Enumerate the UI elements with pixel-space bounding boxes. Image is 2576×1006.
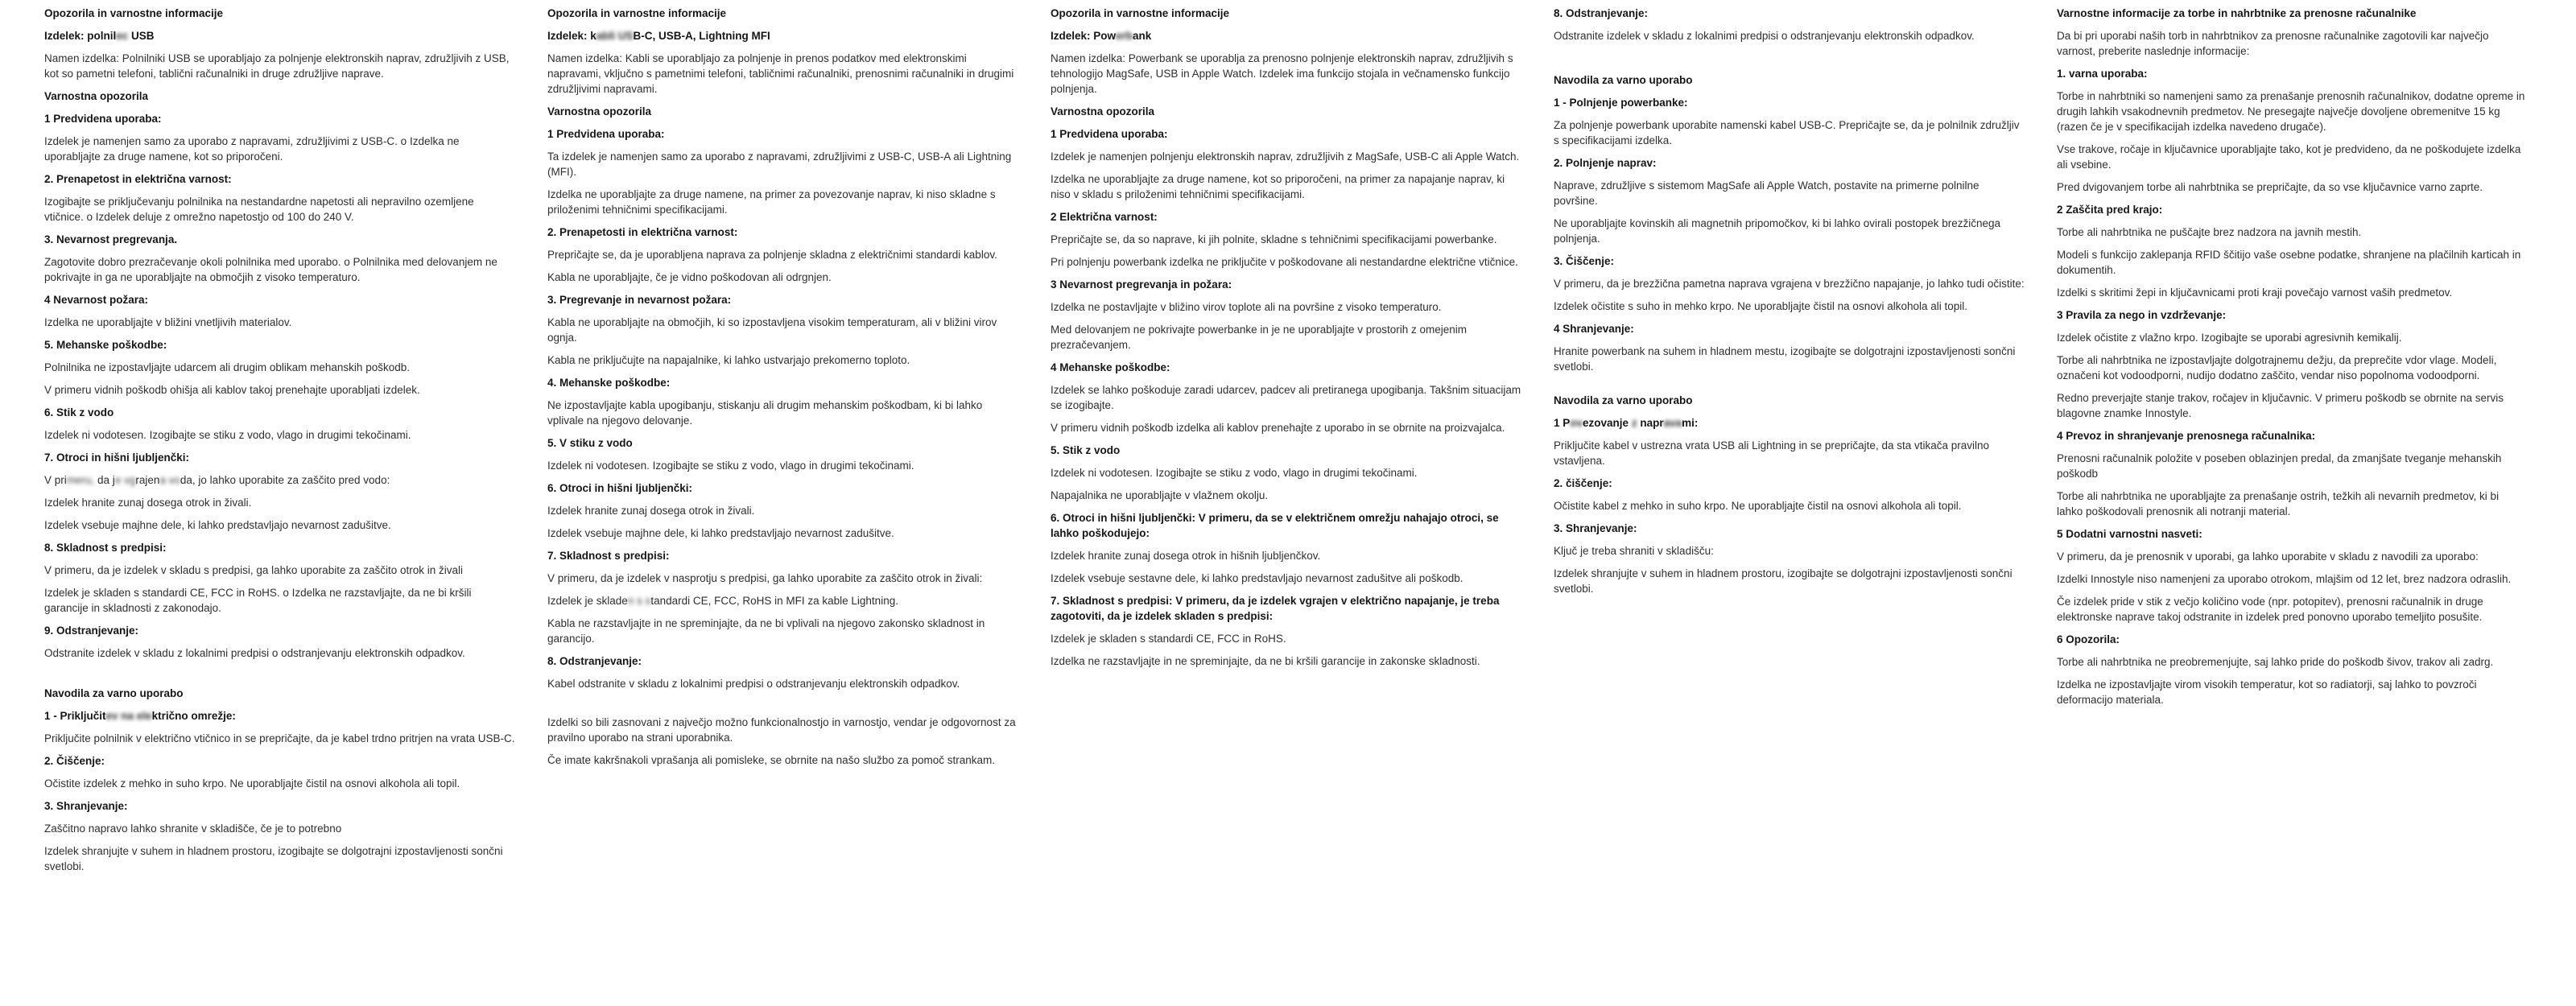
paragraph: Izdelek vsebuje majhne dele, ki lahko predstavljajo nevarnost zadušitve. [547,527,894,539]
paragraph: Izdelek je skladen s standardi CE, FCC, RoHS in MFI za kable Lightning. [547,595,898,607]
section-gap [1554,51,2025,72]
paragraph: Izdelka ne uporabljajte za druge namene, na primer za povezovanje naprav, ki niso skladne s priloženimi tehničnimi specifikacijami. [547,188,996,216]
section-heading: 1 - Priključitev na električno omrežje: [44,710,236,722]
section-gap [1554,381,2025,393]
section-heading: 1. varna uporaba: [2057,68,2148,80]
paragraph: V primeru, da je izdelek v nasprotju s predpisi, ga lahko uporabite za zaščito otrok in živali: [547,572,983,584]
paragraph: Izdelek se lahko poškoduje zaradi udarcev, padcev ali pretiranega upogibanja. Takšnim situacijam se izogibajte. [1051,384,1521,411]
section-heading: Varnostne informacije za torbe in nahrbtnike za prenosne računalnike [2057,7,2417,19]
section-heading: Navodila za varno uporabo [1554,394,1693,406]
paragraph: V primeru vidnih poškodb izdelka ali kablov prenehajte z uporabo in se obrnite na proizvajalca. [1051,422,1505,434]
section-heading: 9. Odstranjevanje: [44,625,139,637]
blurred-text: n s s [627,595,651,607]
paragraph: Izdelka ne razstavljajte in ne spreminjajte, da ne bi kršili garancije in zakonske skladnosti. [1051,655,1480,667]
section-heading: 5. Stik z vodo [1051,444,1121,456]
section-heading: 3. Nevarnost pregrevanja. [44,233,178,245]
section-heading: 7. Skladnost s predpisi: V primeru, da je izdelek vgrajen v električno napajanje, je treba zagotoviti, da je izdelek skladen s predpisi: [1051,595,1500,622]
paragraph: Prepričajte se, da so naprave, ki jih polnite, skladne s tehničnimi specifikacijami powerbanke. [1051,233,1497,245]
section-heading: 6 Opozorila: [2057,633,2120,645]
paragraph: Odstranite izdelek v skladu z lokalnimi predpisi o odstranjevanju elektronskih odpadkov. [1554,30,1975,42]
paragraph: Izdelka ne izpostavljajte virom visokih temperatur, kot so radiatorji, saj lahko to povzroči deformacijo materiala. [2057,678,2477,706]
paragraph: Izdelek očistite s suho in mehko krpo. Ne uporabljajte čistil na osnovi alkohola ali topil. [1554,300,1968,312]
paragraph: Torbe ali nahrbtnika ne puščajte brez nadzora na javnih mestih. [2057,226,2362,238]
section-heading: 2 Električna varnost: [1051,211,1158,223]
paragraph: Pred dvigovanjem torbe ali nahrbtnika se prepričajte, da so vse ključavnice varno zaprte. [2057,181,2483,193]
paragraph: Namen izdelka: Kabli se uporabljajo za polnjenje in prenos podatkov med elektronskimi napravami, vključno s pametnimi telefoni, tabličnimi računalniki, prenosnimi računalniki in drugimi združljivimi napravami. [547,52,1014,95]
section-heading: 2 Zaščita pred krajo: [2057,204,2163,216]
paragraph: Ne izpostavljajte kabla upogibanju, stiskanju ali drugim mehanskim poškodbam, ki bi lahko vplivale na njegovo delovanje. [547,399,983,427]
paragraph: Izdelek shranjujte v suhem in hladnem prostoru, izogibajte se dolgotrajni izpostavljenosti sončni svetlobi. [1554,567,2013,595]
paragraph: Pri polnjenju powerbank izdelka ne priključite v poškodovane ali nestandardne električne vtičnice. [1051,256,1518,268]
blurred-text: erb [1116,30,1133,42]
section-heading: 2. Polnjenje naprav: [1554,157,1657,169]
section-heading: Varnostna opozorila [1051,105,1155,118]
paragraph: Izdelek očistite z vlažno krpo. Izogibajte se uporabi agresivnih kemikalij. [2057,332,2402,344]
paragraph: Naprave, združljive s sistemom MagSafe ali Apple Watch, postavite na primerne polnilne površine. [1554,179,1979,207]
section-heading: 6. Otroci in hišni ljubljenčki: [547,482,693,494]
paragraph: Hranite powerbank na suhem in hladnem mestu, izogibajte se dolgotrajni izpostavljenosti sončni svetlobi. [1554,345,2016,373]
section-gap [44,668,515,686]
section-heading: 6. Stik z vodo [44,406,114,418]
paragraph: Kabla ne uporabljajte na območjih, ki so izpostavljena visokim temperaturam, ali v bližini virov ognja. [547,316,997,344]
blurred-text: a vo [159,474,180,486]
paragraph: Izdelek hranite zunaj dosega otrok in živali. [44,497,252,509]
paragraph: Zagotovite dobro prezračevanje okoli polnilnika med uporabo. o Polnilnika med delovanjem ne pokrivajte in ga ne uporabljajte na območjih z visoko temperaturo. [44,256,497,283]
column-laptop-bags [2057,6,2528,715]
paragraph: Prenosni računalnik položite v poseben oblazinjen predal, da zmanjšate tveganje mehanskih poškodb [2057,452,2502,480]
paragraph: Redno preverjajte stanje trakov, ročajev in ključavnic. V primeru poškodb se obrnite na servis blagovne znamke Innostyle. [2057,392,2504,419]
section-heading: 8. Odstranjevanje: [1554,7,1649,19]
paragraph: Izdelki Innostyle niso namenjeni za uporabo otrokom, mlajšim od 12 let, brez nadzora odraslih. [2057,573,2512,585]
section-heading: 7. Otroci in hišni ljubljenčki: [44,451,190,464]
section-heading: 3. Pregrevanje in nevarnost požara: [547,294,732,306]
section-heading: 3 Pravila za nego in vzdrževanje: [2057,309,2227,321]
blurred-text: abli US [596,30,634,42]
paragraph: Da bi pri uporabi naših torb in nahrbtnikov za prenosne računalnike zagotovili kar največjo varnost, preberite naslednje informacije: [2057,30,2489,57]
paragraph: Če izdelek pride v stik z večjo količino vode (npr. potopitev), prenosni računalnik in druge elektronske naprave takoj odstranite in izdelek pred ponovno uporabo temeljito posušite. [2057,596,2483,623]
section-heading: 3. Shranjevanje: [1554,522,1637,534]
paragraph: Kabel odstranite v skladu z lokalnimi predpisi o odstranjevanju elektronskih odpadkov. [547,678,960,690]
paragraph: Za polnjenje powerbank uporabite namenski kabel USB-C. Prepričajte se, da je polnilnik združljiv s specifikacijami izdelka. [1554,119,2020,146]
section-heading: 2. Prenapetosti in električna varnost: [547,226,738,238]
paragraph: Modeli s funkcijo zaklepanja RFID ščitijo vaše osebne podatke, shranjene na plačilnih karticah in dokumentih. [2057,249,2521,276]
section-heading: Opozorila in varnostne informacije [547,7,727,19]
paragraph: Priključite polnilnik v električno vtičnico in se prepričajte, da je kabel trdno pritrjen na vrata USB-C. [44,732,515,744]
paragraph: Priključite kabel v ustrezna vrata USB ali Lightning in se prepričajte, da sta vtikača pravilno vstavljena. [1554,439,1990,467]
section-heading: 4 Prevoz in shranjevanje prenosnega računalnika: [2057,430,2316,442]
paragraph: Namen izdelka: Polnilniki USB se uporabljajo za polnjenje elektronskih naprav, združljivih z USB, kot so pametni telefoni, tablični računalniki in druge združljive naprave. [44,52,510,80]
paragraph: Izdelek ni vodotesen. Izogibajte se stiku z vodo, vlago in drugimi tekočinami. [44,429,411,441]
paragraph: Očistite izdelek z mehko in suho krpo. Ne uporabljajte čistil na osnovi alkohola ali topil. [44,777,460,790]
paragraph: Če imate kakršnakoli vprašanja ali pomisleke, se obrnite na našo službo za pomoč strankam. [547,754,996,766]
paragraph: Polnilnika ne izpostavljajte udarcem ali drugim oblikam mehanskih poškodb. [44,361,410,373]
section-heading: 1 Predvidena uporaba: [44,113,162,125]
section-heading: Izdelek: polnilec USB [44,30,155,42]
column-usb-charger [44,6,515,881]
paragraph: Namen izdelka: Powerbank se uporablja za prenosno polnjenje elektronskih naprav, združljivih s tehnologijo MagSafe, USB in Apple Watch. Izdelek ima funkcijo stojala in večnamensko funkcijo polnjenja. [1051,52,1513,95]
section-heading: Izdelek: Powerbank [1051,30,1152,42]
section-gap [547,699,1018,715]
section-heading: 4. Mehanske poškodbe: [547,377,671,389]
section-heading: Opozorila in varnostne informacije [44,7,224,19]
paragraph: V primeru vidnih poškodb ohišja ali kablov takoj prenehajte uporabljati izdelek. [44,384,420,396]
paragraph: Izdelki so bili zasnovani z največjo možno funkcionalnostjo in varnostjo, vendar je odgovornost za pravilno uporabo na strani uporabnika. [547,716,1016,744]
section-heading: 3 Nevarnost pregrevanja in požara: [1051,278,1232,291]
section-heading: 5. V stiku z vodo [547,437,633,449]
section-heading: 4 Shranjevanje: [1554,323,1634,335]
blurred-text: ev na ele [105,710,152,722]
blurred-text: ec [116,30,132,42]
paragraph: Izdelek vsebuje majhne dele, ki lahko predstavljajo nevarnost zadušitve. [44,519,391,531]
section-heading: 4 Nevarnost požara: [44,294,149,306]
column-powerbank [1051,6,1521,676]
section-heading: Opozorila in varnostne informacije [1051,7,1230,19]
section-heading: 3. Čiščenje: [1554,255,1615,267]
paragraph: Izdelek hranite zunaj dosega otrok in hišnih ljubljenčkov. [1051,550,1321,562]
section-heading: Izdelek: kabli USB-C, USB-A, Lightning MFI [547,30,770,42]
paragraph: Napajalnika ne uporabljajte v vlažnem okolju. [1051,489,1269,501]
column-cables [547,6,1018,775]
section-heading: 5. Mehanske poškodbe: [44,339,167,351]
section-heading: 1 - Polnjenje powerbanke: [1554,97,1688,109]
paragraph: Izdelek vsebuje sestavne dele, ki lahko predstavljajo nevarnost zadušitve ali poškodb. [1051,572,1463,584]
section-heading: 7. Skladnost s predpisi: [547,550,670,562]
blurred-text: meru, [66,474,95,486]
paragraph: V primeru, da je brezžična pametna naprava vgrajena v brezžično napajanje, jo lahko tudi očistite: [1554,278,2025,290]
paragraph: V primeru, da je vgrajena voda, jo lahko uporabite za zaščito pred vodo: [44,474,390,486]
paragraph: V primeru, da je izdelek v skladu s predpisi, ga lahko uporabite za zaščito otrok in živali [44,564,464,576]
section-heading: Navodila za varno uporabo [1554,74,1693,86]
paragraph: Izdelek shranjujte v suhem in hladnem prostoru, izogibajte se dolgotrajni izpostavljenosti sončni svetlobi. [44,845,503,872]
paragraph: Odstranite izdelek v skladu z lokalnimi predpisi o odstranjevanju elektronskih odpadkov. [44,647,465,659]
paragraph: Izdelka ne uporabljajte v bližini vnetljivih materialov. [44,316,292,328]
section-heading: Navodila za varno uporabo [44,687,184,699]
paragraph: Med delovanjem ne pokrivajte powerbanke in je ne uporabljajte v prostorih z omejenim prezračevanjem. [1051,324,1468,351]
section-heading: Varnostna opozorila [44,90,149,102]
section-heading: 3. Shranjevanje: [44,800,128,812]
section-heading: 6. Otroci in hišni ljubljenčki: V primeru, da se v električnem omrežju nahajajo otroci, se lahko poškodujejo: [1051,512,1499,539]
section-heading: 2. Čiščenje: [44,755,105,767]
paragraph: Torbe ali nahrbtnika ne preobremenjujte, saj lahko pride do poškodb šivov, trakov ali zadrg. [2057,656,2494,668]
section-heading: Varnostna opozorila [547,105,652,118]
section-heading: 5 Dodatni varnostni nasveti: [2057,528,2202,540]
paragraph: Izogibajte se priključevanju polnilnika na nestandardne napetosti ali nepravilno ozemljene vtičnice. o Izdelek deluje z omrežno napetostjo od 100 do 240 V. [44,196,474,223]
paragraph: Torbe ali nahrbtnika ne uporabljajte za prenašanje ostrih, težkih ali nevarnih predmetov, ki bi lahko poškodovali prenosnik ali notranji material. [2057,490,2500,517]
section-heading: 8. Skladnost s predpisi: [44,542,167,554]
paragraph: V primeru, da je prenosnik v uporabi, ga lahko uporabite v skladu z navodili za uporabo: [2057,550,2479,563]
paragraph: Vse trakove, ročaje in ključavnice uporabljajte tako, kot je predvideno, da ne poškodujete izdelka ali vsebine. [2057,143,2521,171]
paragraph: Izdelek je skladen s standardi CE, FCC in RoHS. o Izdelka ne razstavljajte, da ne bi kršili garancije in skladnosti z zakonodajo. [44,587,472,614]
section-heading: 1 Predvidena uporaba: [547,128,665,140]
paragraph: Izdelka ne postavljajte v bližino virov toplote ali na površine z visoko temperaturo. [1051,301,1442,313]
blurred-text: e vg [114,474,136,486]
paragraph: Izdelek je namenjen samo za uporabo z napravami, združljivimi z USB-C. o Izdelka ne uporabljajte za druge namene, kot so priporočeni. [44,135,460,163]
section-heading: 8. Odstranjevanje: [547,655,642,667]
paragraph: Izdelki s skritimi žepi in ključavnicami proti kraji povečajo varnost vaših predmetov. [2057,287,2453,299]
paragraph: Torbe in nahrbtniki so namenjeni samo za prenašanje prenosnih računalnikov, dodatne opreme in drugih lahkih vsakodnevnih predmetov. Ne presegajte največje dovoljene obremenitve 15 kg (razen če je v specifikacijah izdelka navedeno drugače). [2057,90,2525,133]
paragraph: Izdelek ni vodotesen. Izogibajte se stiku z vodo, vlago in drugimi tekočinami. [1051,467,1418,479]
paragraph: Kabla ne razstavljajte in ne spreminjajte, da ne bi vplivali na njegovo zakonsko skladnost in garancijo. [547,617,985,645]
paragraph: Izdelek hranite zunaj dosega otrok in živali. [547,505,755,517]
paragraph: Očistite kabel z mehko in suho krpo. Ne uporabljajte čistil na osnovi alkohola ali topil. [1554,500,1962,512]
section-heading: 1 Povezovanje z napravami: [1554,417,1699,429]
column-powerbank-continued [1554,6,2025,604]
paragraph: Prepričajte se, da je uporabljena naprava za polnjenje skladna z električnimi standardi kablov. [547,249,997,261]
paragraph: Kabla ne priključujte na napajalnike, ki lahko ustvarjajo prekomerno toploto. [547,354,910,366]
section-heading: 1 Predvidena uporaba: [1051,128,1168,140]
paragraph: Izdelek je namenjen polnjenju elektronskih naprav, združljivih z MagSafe, USB-C ali Apple Watch. [1051,150,1520,163]
paragraph: Ključ je treba shraniti v skladišču: [1554,545,1714,557]
paragraph: Torbe ali nahrbtnika ne izpostavljajte dolgotrajnemu dežju, da preprečite vdor vlage. Modeli, označeni kot vodoodporni, nudijo dodatno zaščito, vendar niso popolnoma vodoodporni. [2057,354,2497,381]
paragraph: Izdelek ni vodotesen. Izogibajte se stiku z vodo, vlago in drugimi tekočinami. [547,460,914,472]
paragraph: Izdelka ne uporabljajte za druge namene, kot so priporočeni, na primer za napajanje naprav, ki niso v skladu s priloženimi tehničnimi specifikacijami. [1051,173,1505,200]
section-heading: 4 Mehanske poškodbe: [1051,361,1170,373]
section-heading: 2. čiščenje: [1554,477,1612,489]
blurred-text: ava [1663,417,1682,429]
blurred-text: z [1629,417,1641,429]
paragraph: Ne uporabljajte kovinskih ali magnetnih pripomočkov, ki bi lahko ovirali postopek brezžičnega polnjenja. [1554,217,2001,245]
section-heading: 2. Prenapetost in električna varnost: [44,173,232,185]
paragraph: Ta izdelek je namenjen samo za uporabo z napravami, združljivimi z USB-C, USB-A ali Lightning (MFI). [547,150,1012,178]
paragraph: Izdelek je skladen s standardi CE, FCC in RoHS. [1051,633,1286,645]
blurred-text: ov [1570,417,1583,429]
paragraph: Kabla ne uporabljajte, če je vidno poškodovan ali odrgnjen. [547,271,832,283]
paragraph: Zaščitno napravo lahko shranite v skladišče, če je to potrebno [44,823,342,835]
